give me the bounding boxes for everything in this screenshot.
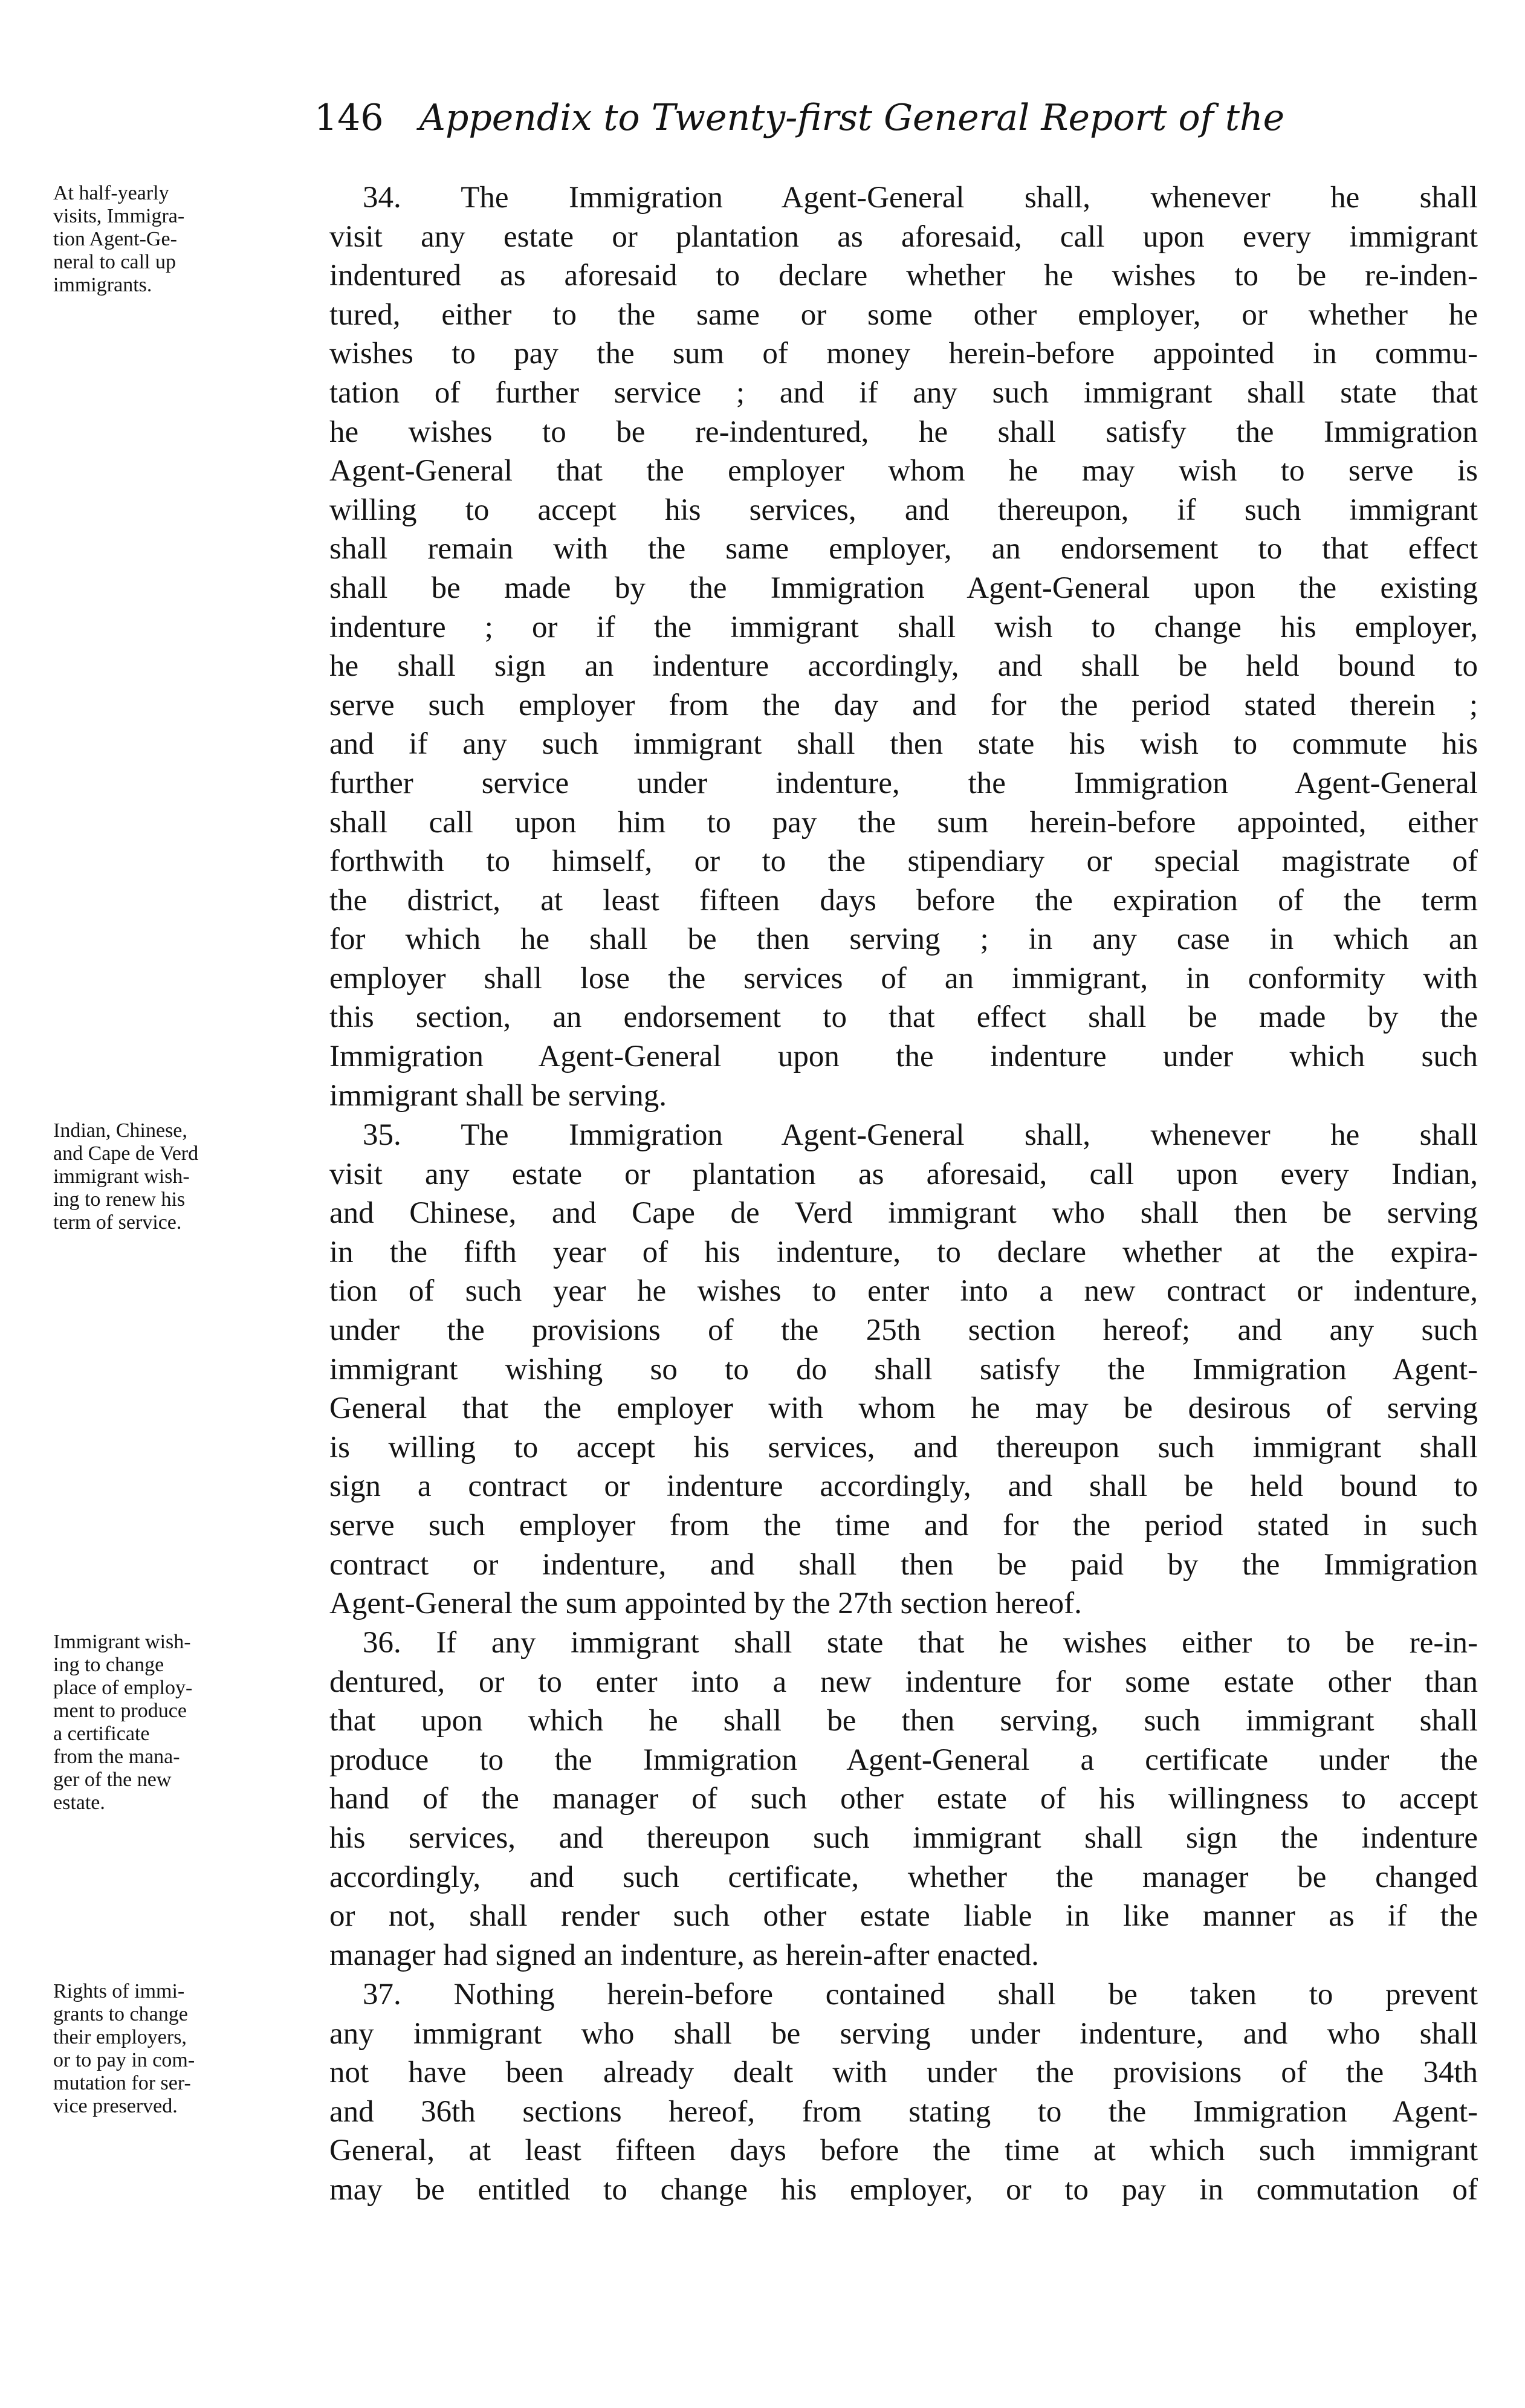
page-number: 146	[314, 97, 384, 139]
margin-note: Indian, Chinese, and Cape de Verd immigrant wish- ing to renew his term of service.	[53, 1119, 199, 1234]
page-header	[314, 85, 1463, 151]
section-body: 35. The Immigration Agent-General shall, whenever he shall visit any estate or plantation as aforesaid, call upon every Indian, and Chinese, and Cape de Verd immigrant who shall then be serving in the fifth year of his indenture, to declare whether at the expira- tion of such year he wishes to enter into a new contract or indenture, under the provisions of the 25th section hereof; and any such immigrant wishing so to do shall satisfy the Immigration Agent- General that the employer with whom he may be desirous of serving is willing to accept his services, and thereupon such immigrant shall sign a contract or indenture accordingly, and shall be held bound to serve such employer from the time and for the period stated in such contract or indenture, and shall then be paid by the Immigration Agent-General the sum appointed by the 27th section hereof.	[329, 1118, 1478, 1621]
margin-note: At half-yearly visits, Immigra- tion Agent-Ge- neral to call up immigrants.	[53, 182, 185, 296]
running-title: Appendix to Twenty-first General Report of the	[419, 97, 1285, 139]
section-body: 36. If any immigrant shall state that he wishes either to be re-in- dentured, or to enter into a new indenture for some estate other than that upon which he shall be then serving, such immigrant shall produce to the Immigration Agent-General a certificate under the hand of the manager of such other estate of his willingness to accept his services, and thereupon such immigrant shall sign the indenture accordingly, and such certificate, whether the manager be changed or not, shall render such other estate liable in like manner as if the manager had signed an indenture, as herein-after enacted.	[329, 1626, 1478, 1972]
section-body: 34. The Immigration Agent-General shall, whenever he shall visit any estate or plantation as aforesaid, call upon every immigrant indentured as aforesaid to declare whether he wishes to be re-inden- tured, either to the same or some other employer, or whether he wishes to pay the sum of money herein-before appointed in commu- tation of further service ; and if any such immigrant shall state that he wishes to be re-indentured, he shall satisfy the Immigration Agent-General that the employer whom he may wish to serve is willing to accept his services, and thereupon, if such immigrant shall remain with the same employer, an endorsement to that effect shall be made by the Immigration Agent-General upon the existing indenture ; or if the immigrant shall wish to change his employer, he shall sign an indenture accordingly, and shall be held bound to serve such employer from the day and for the period stated therein ; and if any such immigrant shall then state his wish to commute his further service under indenture, the Immigration Agent-General shall call upon him to pay the sum herein-before appointed, either forthwith to himself, or to the stipendiary or special magistrate of the district, at least fifteen days before the expiration of the term for which he shall be then serving ; in any case in which an employer shall lose the services of an immigrant, in conformity with this section, an endorsement to that effect shall be made by the Immigration Agent-General upon the indenture under which such immigrant shall be serving.	[329, 181, 1478, 1113]
section-body: 37. Nothing herein-before contained shall be taken to prevent any immigrant who shall be serving under indenture, and who shall not have been already dealt with under the provisions of the 34th and 36th sections hereof, from stating to the Immigration Agent- General, at least fifteen days before the time at which such immigrant may be entitled to change his employer, or to pay in commutation of	[329, 1978, 1478, 2207]
margin-note: Rights of immi- grants to change their employers, or to pay in com- mutation for ser- vice preserved.	[53, 1980, 195, 2117]
margin-note: Immigrant wish- ing to change place of employ- ment to produce a certificate from the mana- ger of the new estate.	[53, 1631, 193, 1814]
